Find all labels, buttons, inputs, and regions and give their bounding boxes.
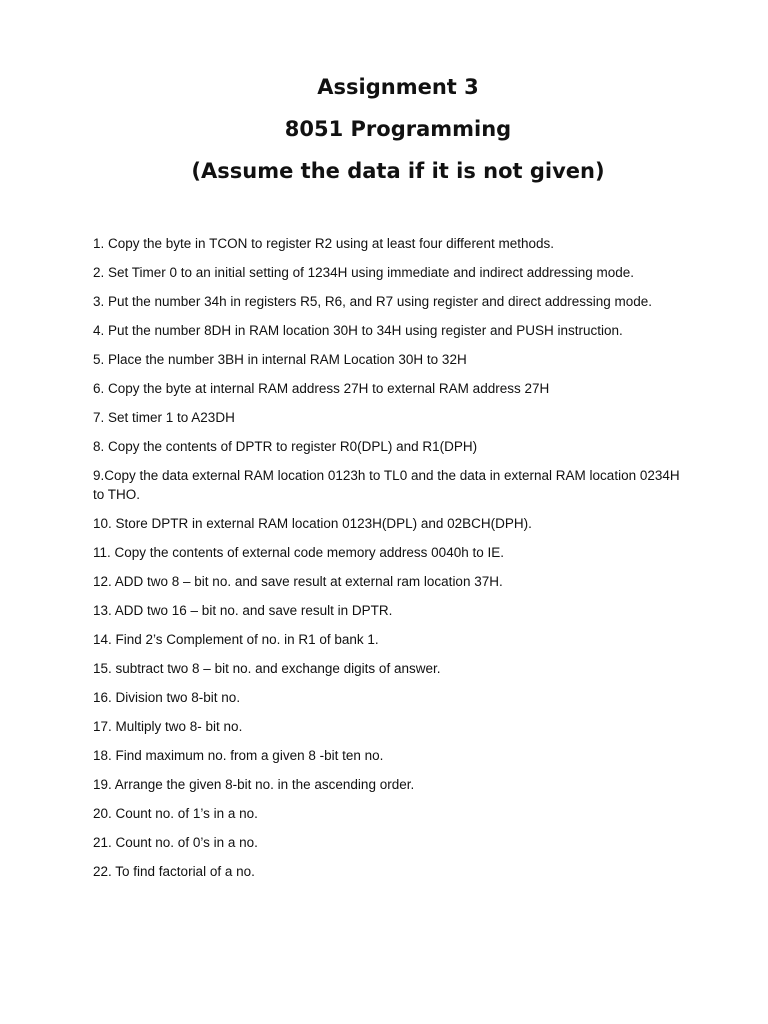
assumption-note: (Assume the data if it is not given) [191, 159, 605, 183]
question-item: 14. Find 2’s Complement of no. in R1 of bank 1. [93, 632, 379, 647]
question-item: 9.Copy the data external RAM location 0123h to TL0 and the data in external RAM location 0234H to THO. [93, 468, 680, 502]
question-item: 3. Put the number 34h in registers R5, R6, and R7 using register and direct addressing mode. [93, 294, 653, 309]
question-item: 1. Copy the byte in TCON to register R2 using at least four different methods. [93, 236, 554, 251]
question-item: 5. Place the number 3BH in internal RAM Location 30H to 32H [93, 352, 467, 367]
question-item: 13. ADD two 16 – bit no. and save result in DPTR. [93, 603, 393, 618]
question-item: 16. Division two 8-bit no. [93, 690, 241, 705]
course-subtitle: 8051 Programming [284, 117, 512, 141]
question-item: 19. Arrange the given 8-bit no. in the ascending order. [93, 777, 415, 792]
question-item: 22. To find factorial of a no. [93, 864, 255, 879]
question-item: 18. Find maximum no. from a given 8 -bit ten no. [93, 748, 384, 763]
question-item: 11. Copy the contents of external code memory address 0040h to IE. [93, 545, 504, 560]
question-item: 6. Copy the byte at internal RAM address 27H to external RAM address 27H [93, 381, 550, 396]
question-item: 15. subtract two 8 – bit no. and exchange digits of answer. [93, 661, 441, 676]
document-header [0, 66, 768, 192]
question-item: 7. Set timer 1 to A23DH [93, 410, 235, 425]
question-item: 17. Multiply two 8- bit no. [93, 719, 243, 734]
question-item: 20. Count no. of 1’s in a no. [93, 806, 258, 821]
assignment-title: Assignment 3 [317, 75, 479, 99]
question-item: 4. Put the number 8DH in RAM location 30H to 34H using register and PUSH instruction. [93, 323, 623, 338]
question-item: 2. Set Timer 0 to an initial setting of 1234H using immediate and indirect addressing mode. [93, 265, 635, 280]
question-item: 21. Count no. of 0’s in a no. [93, 835, 258, 850]
question-item: 12. ADD two 8 – bit no. and save result at external ram location 37H. [93, 574, 503, 589]
question-list [93, 234, 688, 891]
question-item: 10. Store DPTR in external RAM location 0123H(DPL) and 02BCH(DPH). [93, 516, 532, 531]
question-item: 8. Copy the contents of DPTR to register R0(DPL) and R1(DPH) [93, 439, 478, 454]
